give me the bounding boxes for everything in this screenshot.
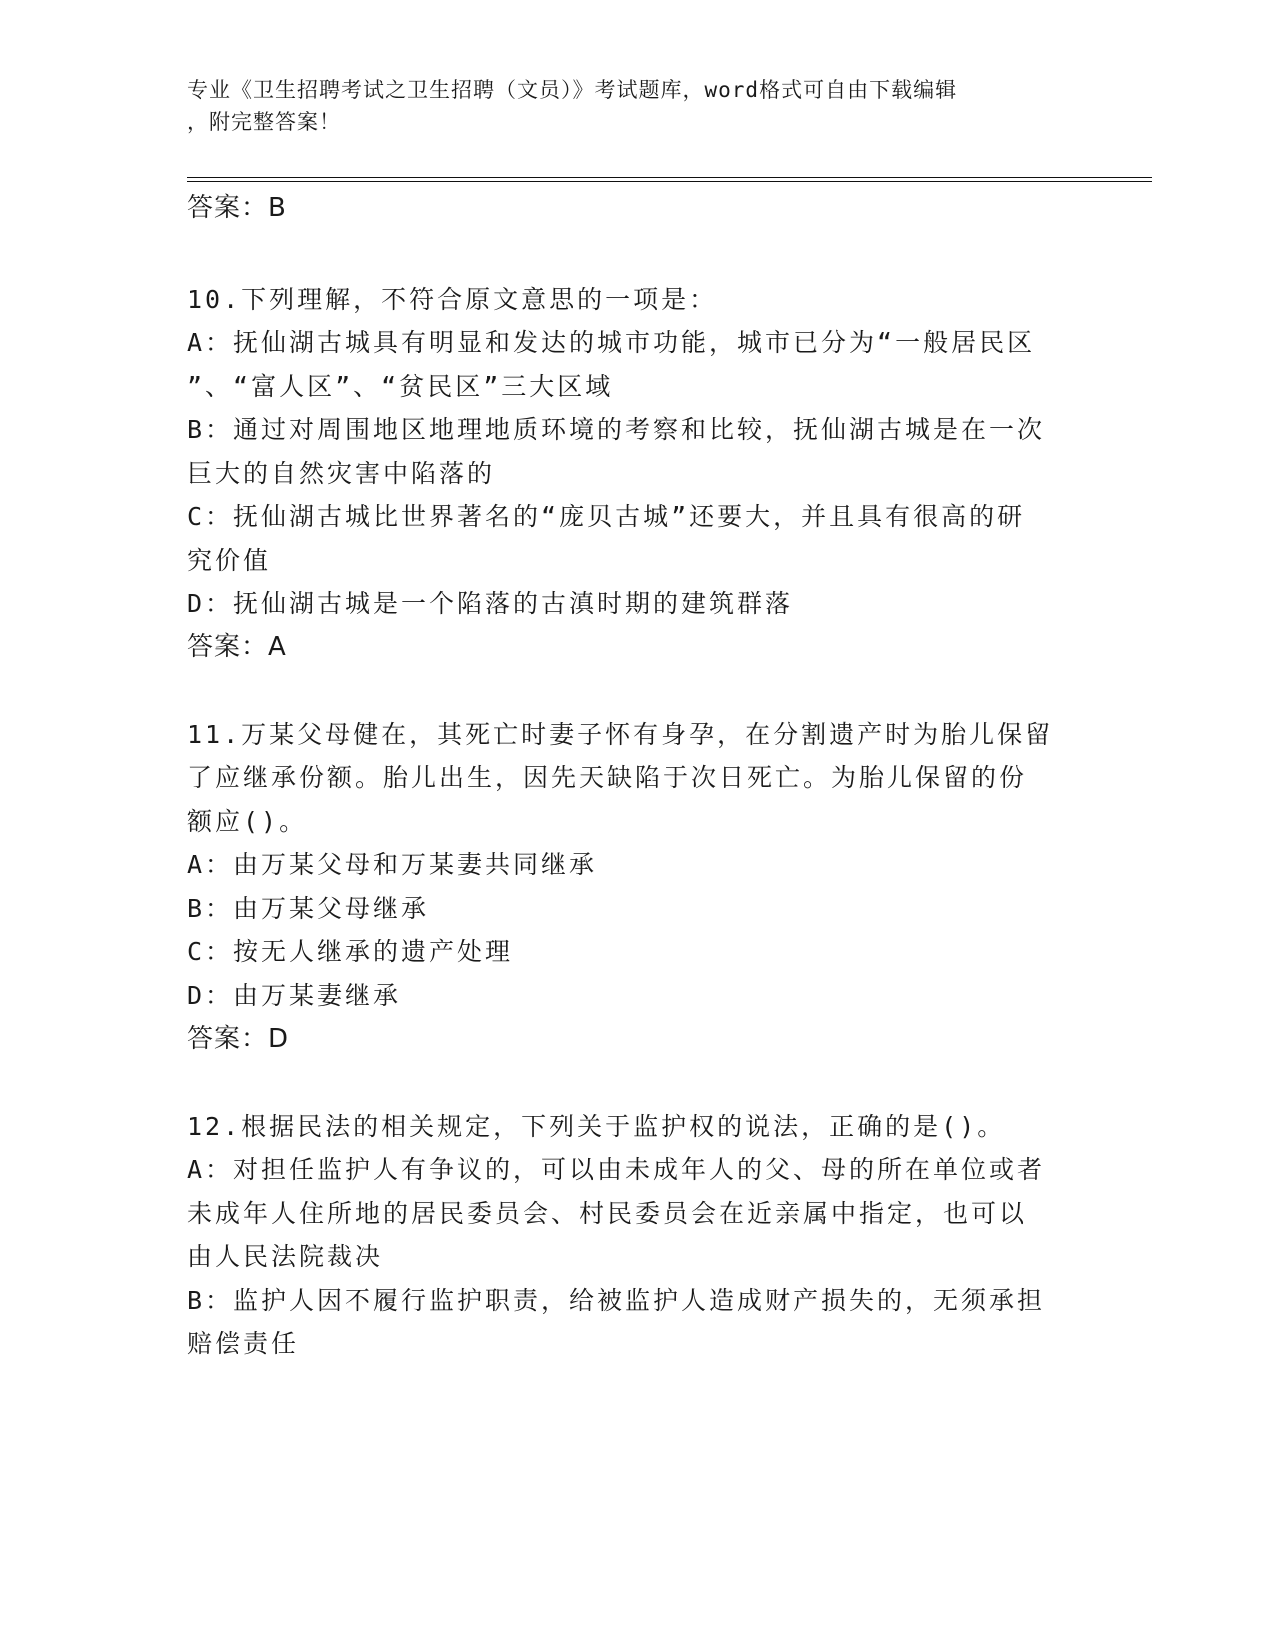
q11-question-line-2: 了应继承份额。胎儿出生，因先天缺陷于次日死亡。为胎儿保留的份	[187, 763, 1028, 792]
q12-option-a-line-1: A：对担任监护人有争议的，可以由未成年人的父、母的所在单位或者	[187, 1155, 1046, 1184]
q11-option-a: A：由万某父母和万某妻共同继承	[187, 850, 598, 879]
q12-question: 12.根据民法的相关规定，下列关于监护权的说法，正确的是()。	[187, 1112, 1006, 1141]
q10-option-a-line-2: ”、“富人区”、“贫民区”三大区域	[187, 372, 614, 401]
q10-option-b-line-1: B：通过对周围地区地理地质环境的考察和比较，抚仙湖古城是在一次	[187, 415, 1046, 444]
q11-question-line-1: 11.万某父母健在，其死亡时妻子怀有身孕，在分割遗产时为胎儿保留	[187, 720, 1054, 749]
q11-answer: 答案：D	[187, 1024, 290, 1054]
q11-option-b: B：由万某父母继承	[187, 894, 430, 923]
q10-option-c-line-2: 究价值	[187, 546, 272, 575]
q11-option-d: D：由万某妻继承	[187, 981, 402, 1010]
q10-option-c-line-1: C：抚仙湖古城比世界著名的“庞贝古城”还要大，并且具有很高的研	[187, 502, 1026, 531]
document-header	[187, 74, 1087, 138]
q10-option-b-line-2: 巨大的自然灾害中陷落的	[187, 459, 496, 488]
header-divider-top	[187, 177, 1152, 178]
q10-answer: 答案：A	[187, 632, 287, 662]
previous-answer: 答案：B	[187, 193, 287, 223]
q12-option-a-line-2: 未成年人住所地的居民委员会、村民委员会在近亲属中指定，也可以	[187, 1199, 1028, 1228]
header-line-1: 专业《卫生招聘考试之卫生招聘（文员）》考试题库，word格式可自由下载编辑	[187, 78, 958, 102]
q10-option-d: D：抚仙湖古城是一个陷落的古滇时期的建筑群落	[187, 589, 794, 618]
header-divider-bottom	[187, 181, 1152, 182]
q12-option-b-line-2: 赔偿责任	[187, 1329, 300, 1358]
q11-option-c: C：按无人继承的遗产处理	[187, 937, 514, 966]
q12-option-b-line-1: B：监护人因不履行监护职责，给被监护人造成财产损失的，无须承担	[187, 1286, 1046, 1315]
q10-question: 10.下列理解，不符合原文意思的一项是：	[187, 285, 718, 314]
q11-question-line-3: 额应()。	[187, 807, 308, 836]
header-line-2: ，附完整答案！	[187, 110, 341, 134]
q12-option-a-line-3: 由人民法院裁决	[187, 1242, 384, 1271]
q10-option-a-line-1: A：抚仙湖古城具有明显和发达的城市功能，城市已分为“一般居民区	[187, 328, 1036, 357]
